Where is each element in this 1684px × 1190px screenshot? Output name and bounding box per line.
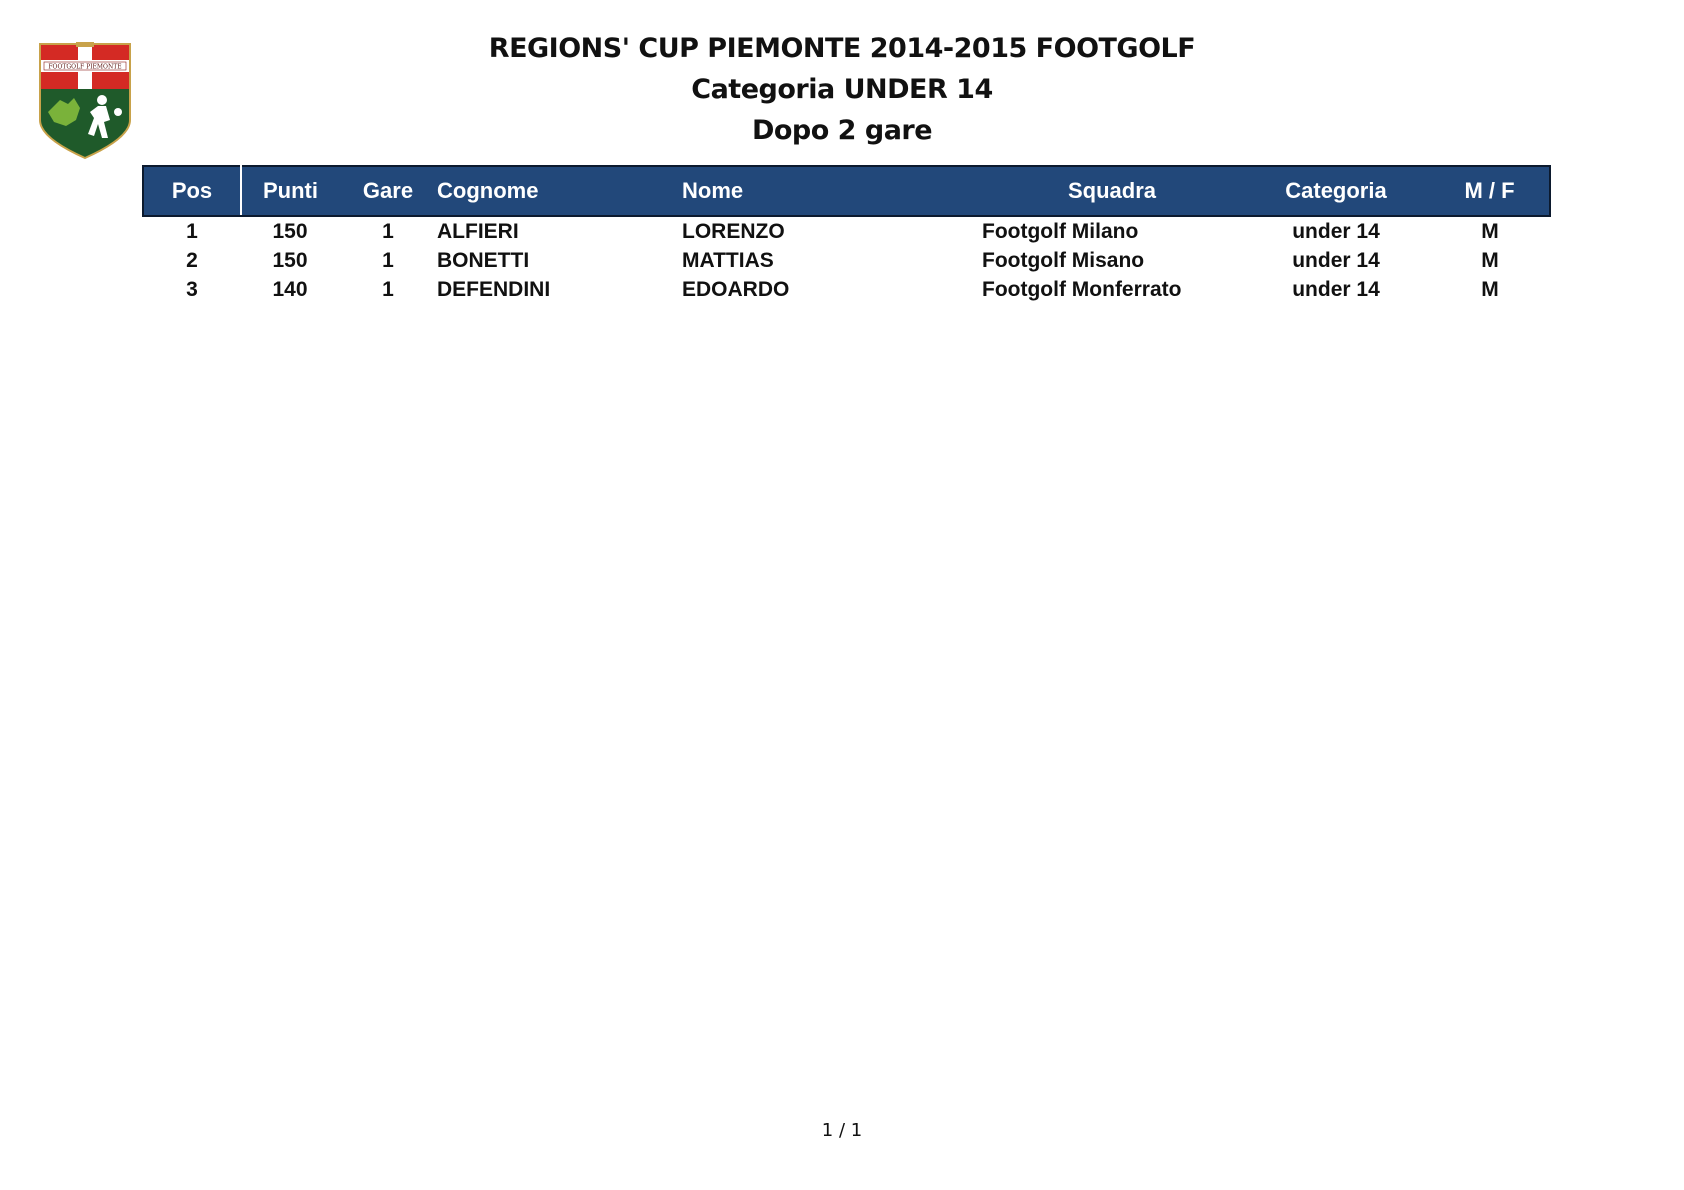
column-header-gare: Gare <box>339 166 437 216</box>
standings-table <box>142 165 1551 304</box>
cell-pos: 1 <box>186 219 198 243</box>
page-title: REGIONS' CUP PIEMONTE 2014-2015 FOOTGOLF <box>488 33 1196 64</box>
table-header-row <box>143 166 1550 216</box>
column-header-punti: Punti <box>241 166 339 216</box>
cell-gare: 1 <box>382 277 394 301</box>
svg-text:FOOTGOLF PIEMONTE: FOOTGOLF PIEMONTE <box>48 63 122 71</box>
cell-mf: M <box>1481 219 1499 243</box>
table-row <box>143 216 1550 246</box>
cell-pos: 2 <box>186 248 198 272</box>
cell-punti: 140 <box>272 277 308 301</box>
column-header-squadra: Squadra <box>982 166 1242 216</box>
cell-cognome: DEFENDINI <box>437 277 551 301</box>
cell-nome: LORENZO <box>682 219 785 243</box>
column-header-pos: Pos <box>143 166 241 216</box>
column-header-mf: M / F <box>1430 166 1550 216</box>
column-header-nome: Nome <box>682 166 982 216</box>
cell-squadra: Footgolf Milano <box>982 219 1139 243</box>
cell-nome: MATTIAS <box>682 248 774 272</box>
cell-squadra: Footgolf Misano <box>982 248 1145 272</box>
cell-cognome: BONETTI <box>437 248 530 272</box>
cell-squadra: Footgolf Monferrato <box>982 277 1182 301</box>
page-indicator: 1 / 1 <box>821 1120 863 1141</box>
cell-mf: M <box>1481 277 1499 301</box>
rounds-subtitle: Dopo 2 gare <box>751 115 933 146</box>
column-header-cognome: Cognome <box>437 166 682 216</box>
column-header-categoria: Categoria <box>1242 166 1430 216</box>
cell-cognome: ALFIERI <box>437 219 519 243</box>
cell-categoria: under 14 <box>1292 277 1380 301</box>
cell-pos: 3 <box>186 277 198 301</box>
cell-punti: 150 <box>272 219 308 243</box>
table-row <box>143 275 1550 304</box>
category-subtitle: Categoria UNDER 14 <box>691 74 993 105</box>
cell-nome: EDOARDO <box>682 277 790 301</box>
cell-punti: 150 <box>272 248 308 272</box>
cell-gare: 1 <box>382 219 394 243</box>
document-header <box>0 28 1684 151</box>
cell-mf: M <box>1481 248 1499 272</box>
cell-gare: 1 <box>382 248 394 272</box>
cell-categoria: under 14 <box>1292 248 1380 272</box>
table-row <box>143 246 1550 275</box>
cell-categoria: under 14 <box>1292 219 1380 243</box>
